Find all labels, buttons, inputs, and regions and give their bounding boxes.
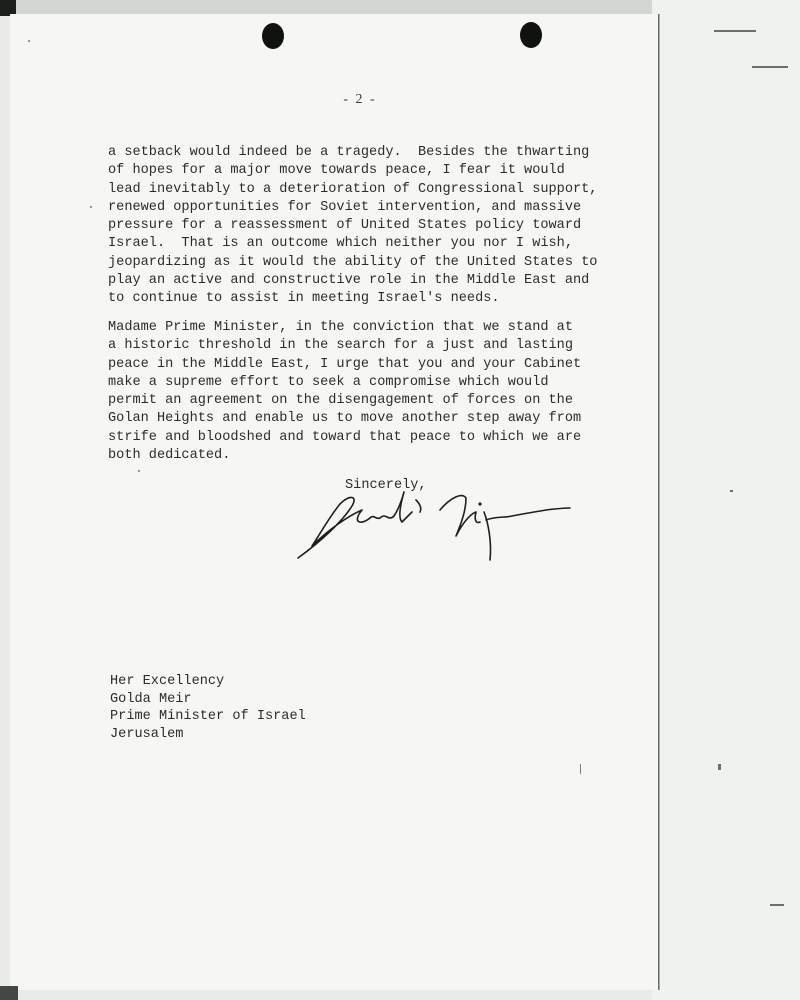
text-line: to continue to assist in meeting Israel's needs. <box>108 291 500 307</box>
underlying-sheet <box>652 0 800 1000</box>
text-line: peace in the Middle East, I urge that you and your Cabinet <box>108 356 582 372</box>
text-line: permit an agreement on the disengagement of forces on the <box>108 393 573 409</box>
text-line: of hopes for a major move towards peace, I fear it would <box>108 163 565 179</box>
page-number: - 2 - <box>343 92 377 107</box>
text-line: both dedicated. <box>108 448 231 464</box>
handwritten-signature <box>290 482 580 567</box>
text-line: pressure for a reassessment of United States policy toward <box>108 218 582 234</box>
punch-hole-right <box>520 22 542 48</box>
text-line: a setback would indeed be a tragedy. Besides the thwarting <box>108 145 590 160</box>
text-line: play an active and constructive role in the Middle East and <box>108 273 590 289</box>
closing-salutation: Sincerely, <box>345 478 427 493</box>
text-line: lead inevitably to a deterioration of Congressional support, <box>108 181 598 197</box>
text-line: Israel. That is an outcome which neither you nor I wish, <box>108 236 573 252</box>
text-line: strife and bloodshed and toward that peace to which we are <box>108 429 582 445</box>
text-line: a historic threshold in the search for a just and lasting <box>108 338 573 354</box>
body-paragraph-1 <box>108 144 608 309</box>
body-paragraph-2 <box>108 319 608 465</box>
text-line: renewed opportunities for Soviet intervention, and massive <box>108 199 582 215</box>
punch-hole-left <box>262 23 284 49</box>
address-line: Golda Meir <box>110 691 192 707</box>
address-line: Prime Minister of Israel <box>110 709 306 724</box>
text-line: make a supreme effort to seek a compromise which would <box>108 374 549 390</box>
text-line: Golan Heights and enable us to move another step away from <box>108 411 582 427</box>
address-line: Her Excellency <box>110 674 225 689</box>
text-line: jeopardizing as it would the ability of the United States to <box>108 254 598 270</box>
recipient-address <box>110 673 306 743</box>
text-line: Madame Prime Minister, in the conviction that we stand at <box>108 320 573 335</box>
scan-corner-mark <box>0 986 18 1000</box>
address-line: Jerusalem <box>110 726 184 742</box>
